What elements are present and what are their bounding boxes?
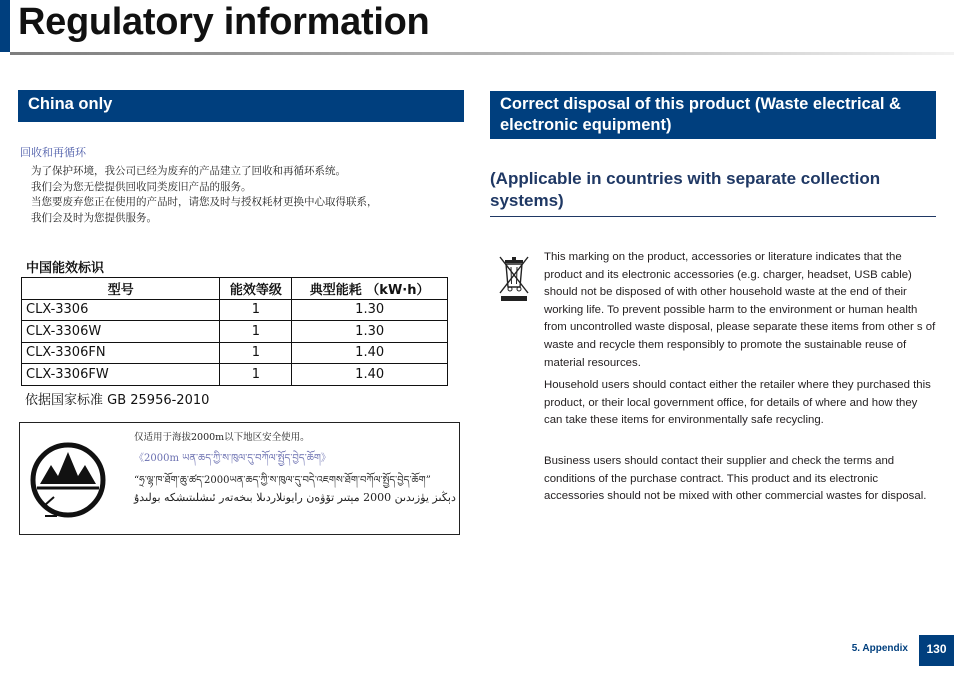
footer-section-link[interactable]: 5. Appendix [851, 643, 908, 654]
page-number: 130 [919, 635, 954, 666]
weee-heading: Correct disposal of this product (Waste electrical & electronic equipment) [500, 95, 901, 134]
recycle-line: 我们会为您无偿提供回收同类废旧产品的服务。 [31, 180, 252, 193]
title-underline [10, 52, 954, 55]
table-row [22, 342, 448, 364]
grade-cell: 1 [220, 364, 292, 386]
energy-cell: 1.40 [292, 342, 448, 364]
subheading-rule [490, 216, 936, 217]
altitude-notice-tibetan-1: 《2000m ཡན་ཆད་ཀྱི་ས་ཁུལ་དུ་བཀོལ་སྤྱོད་བྱེད་ཆོག》 [134, 453, 331, 464]
china-only-heading: China only [28, 95, 113, 113]
grade-cell: 1 [220, 342, 292, 364]
altitude-notice-chinese: 仅适用于海拔2000m以下地区安全使用。 [134, 432, 310, 443]
grade-cell: 1 [220, 321, 292, 343]
recycle-text [31, 164, 378, 226]
table-row [22, 321, 448, 343]
model-cell: CLX-3306FN [22, 342, 220, 364]
weee-paragraph: This marking on the product, accessories or literature indicates that the product and its electronic accessories (e.g. charger, headset, USB cable) should not be disposed of with other household waste at the end of their working life. To prevent possible harm to the environment or human health from uncontrolled waste disposal, please separate these items from other s of waste and recycle them responsibly to promote the sustainable reuse of material resources. [544, 251, 936, 369]
recycle-line: 为了保护环境，我公司已经为废弃的产品建立了回收和再循环系统。 [31, 165, 346, 177]
weee-paragraph: Household users should contact either the retailer where they purchased this product, or their local government office, for details of where and how they can take these items for environmentally safe recycling. [544, 379, 931, 427]
weee-subheading: (Applicable in countries with separate collection systems) [490, 169, 881, 210]
column-header-grade: 能效等级 [220, 278, 292, 300]
altitude-notice-tibetan-2: “ཧྲ་ལྷ་ཁ་ཐོག་ཆུ་ཚད་2000ཡན་ཆད་ཀྱི་ས་ཁུལ་དུ་བདེ་འཇགས་ཐོག་བཀོལ་སྤྱོད་བྱེད་ཆོག” [134, 475, 431, 486]
crossed-out-wheelie-bin-icon [496, 254, 532, 304]
recycle-line: 我们会及时为您提供服务。 [31, 211, 157, 224]
model-cell: CLX-3306W [22, 321, 220, 343]
title-accent-bar [0, 0, 10, 52]
altitude-notice-box [19, 422, 460, 535]
table-row [22, 364, 448, 386]
column-header-energy: 典型能耗 （kW·h） [292, 278, 448, 300]
altitude-notice-uyghur: دېڭىز يۈزىدىن 2000 مېتىر تۆۋەن رايونلاردىلا بىخەتەر ئىشلىتىشكە بولىدۇ [134, 491, 456, 504]
table-header-row [22, 278, 448, 300]
energy-cell: 1.30 [292, 299, 448, 321]
table-row [22, 299, 448, 321]
model-cell: CLX-3306FW [22, 364, 220, 386]
gb-standard-note: 依据国家标准 GB 25956-2010 [25, 393, 210, 408]
energy-cell: 1.30 [292, 321, 448, 343]
model-cell: CLX-3306 [22, 299, 220, 321]
china-only-heading-band [18, 90, 464, 122]
energy-label-title: 中国能效标识 [26, 261, 105, 276]
recycle-line: 当您要废弃您正在使用的产品时，请您及时与授权耗材更换中心取得联系， [31, 196, 378, 208]
weee-heading-band [490, 91, 936, 139]
altitude-warning-icon [29, 432, 107, 526]
weee-paragraph: Business users should contact their supplier and check the terms and conditions of the purchase contract. This product and its electronic accessories should not be mixed with other commercial wastes for disposal. [544, 455, 927, 503]
grade-cell: 1 [220, 299, 292, 321]
energy-efficiency-table [21, 277, 448, 386]
energy-cell: 1.40 [292, 364, 448, 386]
recycle-title: 回收和再循环 [20, 146, 86, 159]
page-title: Regulatory information [18, 1, 430, 43]
column-header-model: 型号 [22, 278, 220, 300]
